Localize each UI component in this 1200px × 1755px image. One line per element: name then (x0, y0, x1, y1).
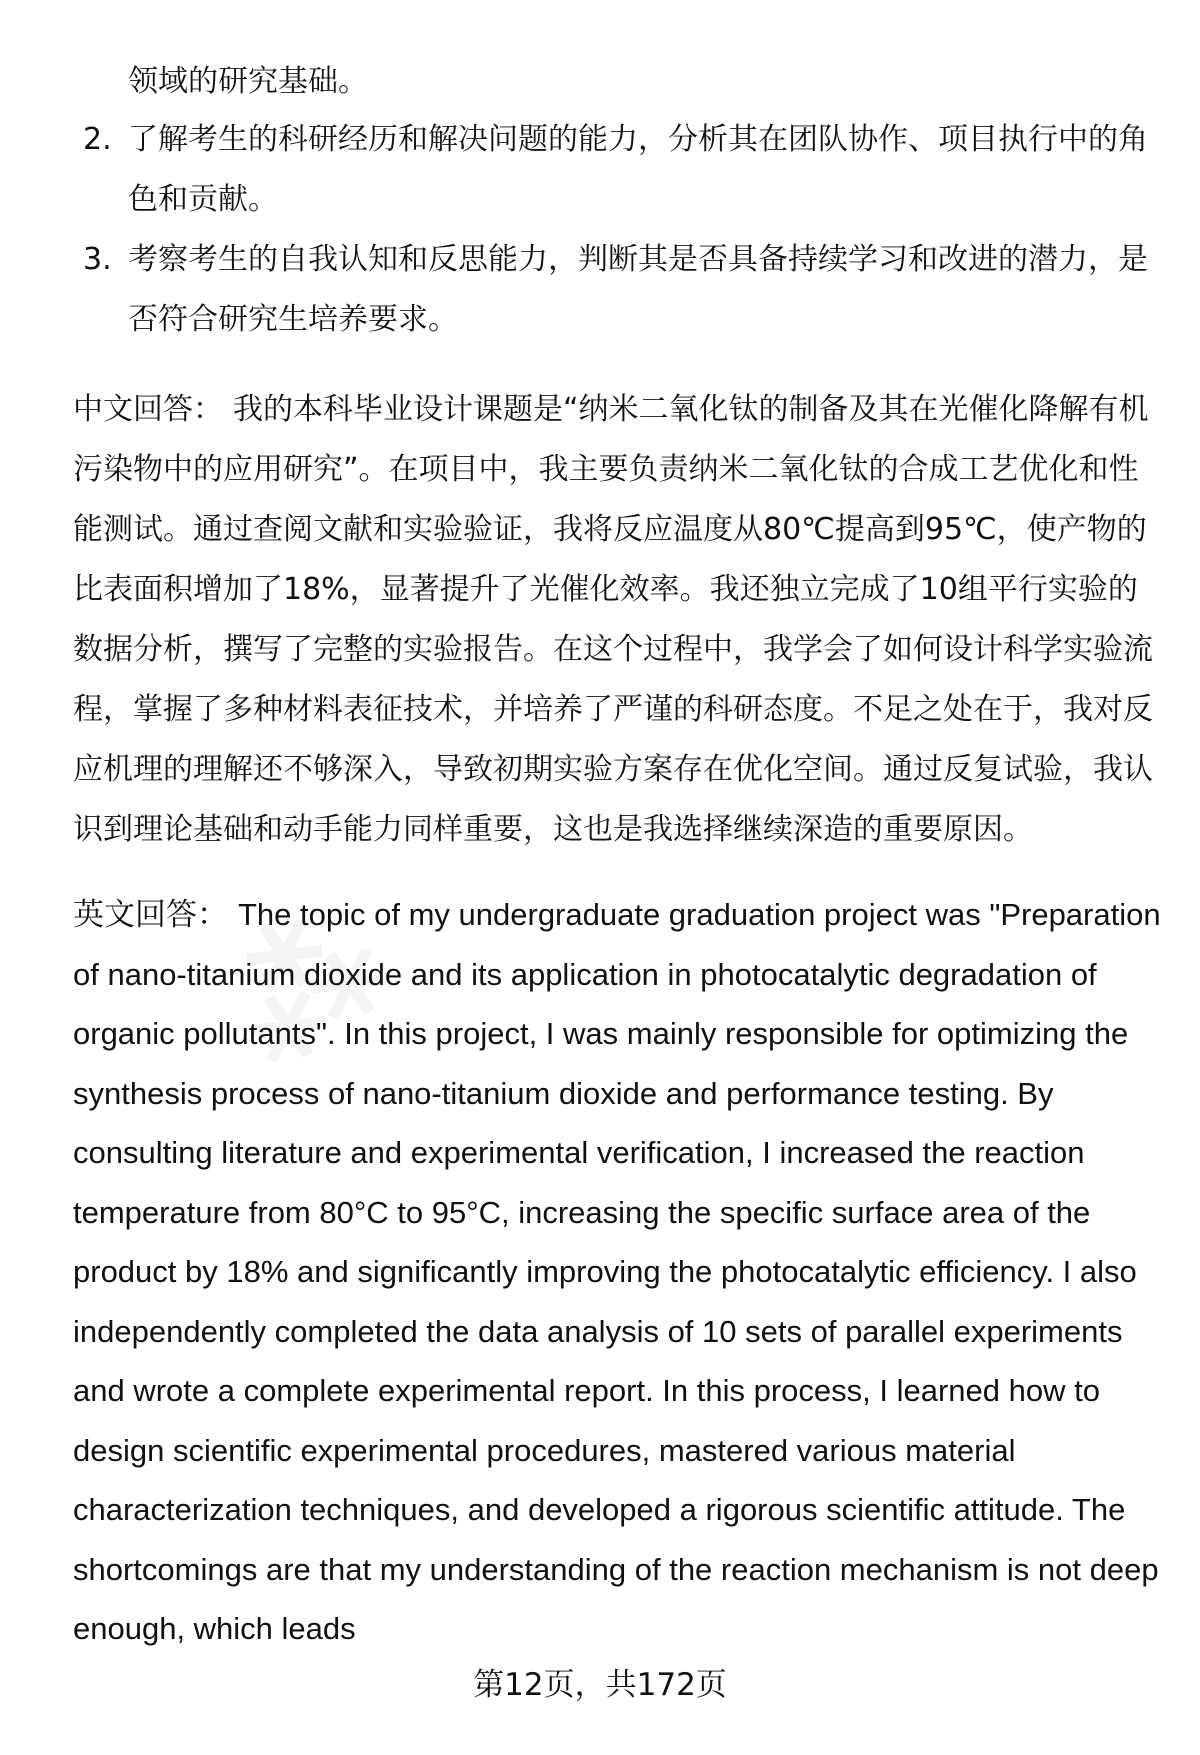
page-number: 第12页，共172页 (473, 1667, 727, 1703)
list-item-text: 了解考生的科研经历和解决问题的能力，分析其在团队协作、项目执行中的角色和贡献。 (128, 122, 1148, 217)
criteria-list (73, 110, 1163, 350)
list-item-text: 考察考生的自我认知和反思能力，判断其是否具备持续学习和改进的潜力，是否符合研究生培养要求。 (128, 242, 1148, 337)
list-item-number: 3. (83, 242, 112, 277)
list-item (73, 230, 1163, 350)
list-item (73, 110, 1163, 230)
chinese-answer-label: 中文回答： (73, 392, 223, 427)
chinese-answer (73, 380, 1163, 860)
english-answer (73, 885, 1163, 1659)
chinese-answer-text: 我的本科毕业设计课题是“纳米二氧化钛的制备及其在光催化降解有机污染物中的应用研究”。在项目中，我主要负责纳米二氧化钛的合成工艺优化和性能测试。通过查阅文献和实验验证，我将反应温度从80℃提高到95℃，使产物的比表面积增加了18%，显著提升了光催化效率。我还独立完成了10组平行实验的数据分析，撰写了完整的实验报告。在这个过程中，我学会了如何设计科学实验流程，掌握了多种材料表征技术，并培养了严谨的科研态度。不足之处在于，我对反应机理的理解还不够深入，导致初期实验方案存在优化空间。通过反复试验，我认识到理论基础和动手能力同样重要，这也是我选择继续深造的重要原因。 (73, 392, 1153, 847)
list-item-number: 2. (83, 122, 112, 157)
english-answer-label: 英文回答： (73, 897, 228, 932)
english-answer-text: The topic of my undergraduate graduation project was "Preparation of nano-titanium dioxide and its application in photocatalytic degradation of organic pollutants". In this project, I was mainly responsible for optimizing the synthesis process of nano-titanium dioxide and performance testing. By consulting literature and experimental verification, I increased the reaction temperature from 80°C to 95°C, increasing the specific surface area of the product by 18% and significantly improving the photocatalytic efficiency. I also independently completed the data analysis of 10 sets of parallel experiments and wrote a complete experimental report. In this process, I learned how to design scientific experimental procedures, mastered various material characterization techniques, and developed a rigorous scientific attitude. The shortcomings are that my understanding of the reaction mechanism is not deep enough, which leads (73, 897, 1161, 1646)
continuation-line: 领域的研究基础。 (128, 64, 368, 99)
